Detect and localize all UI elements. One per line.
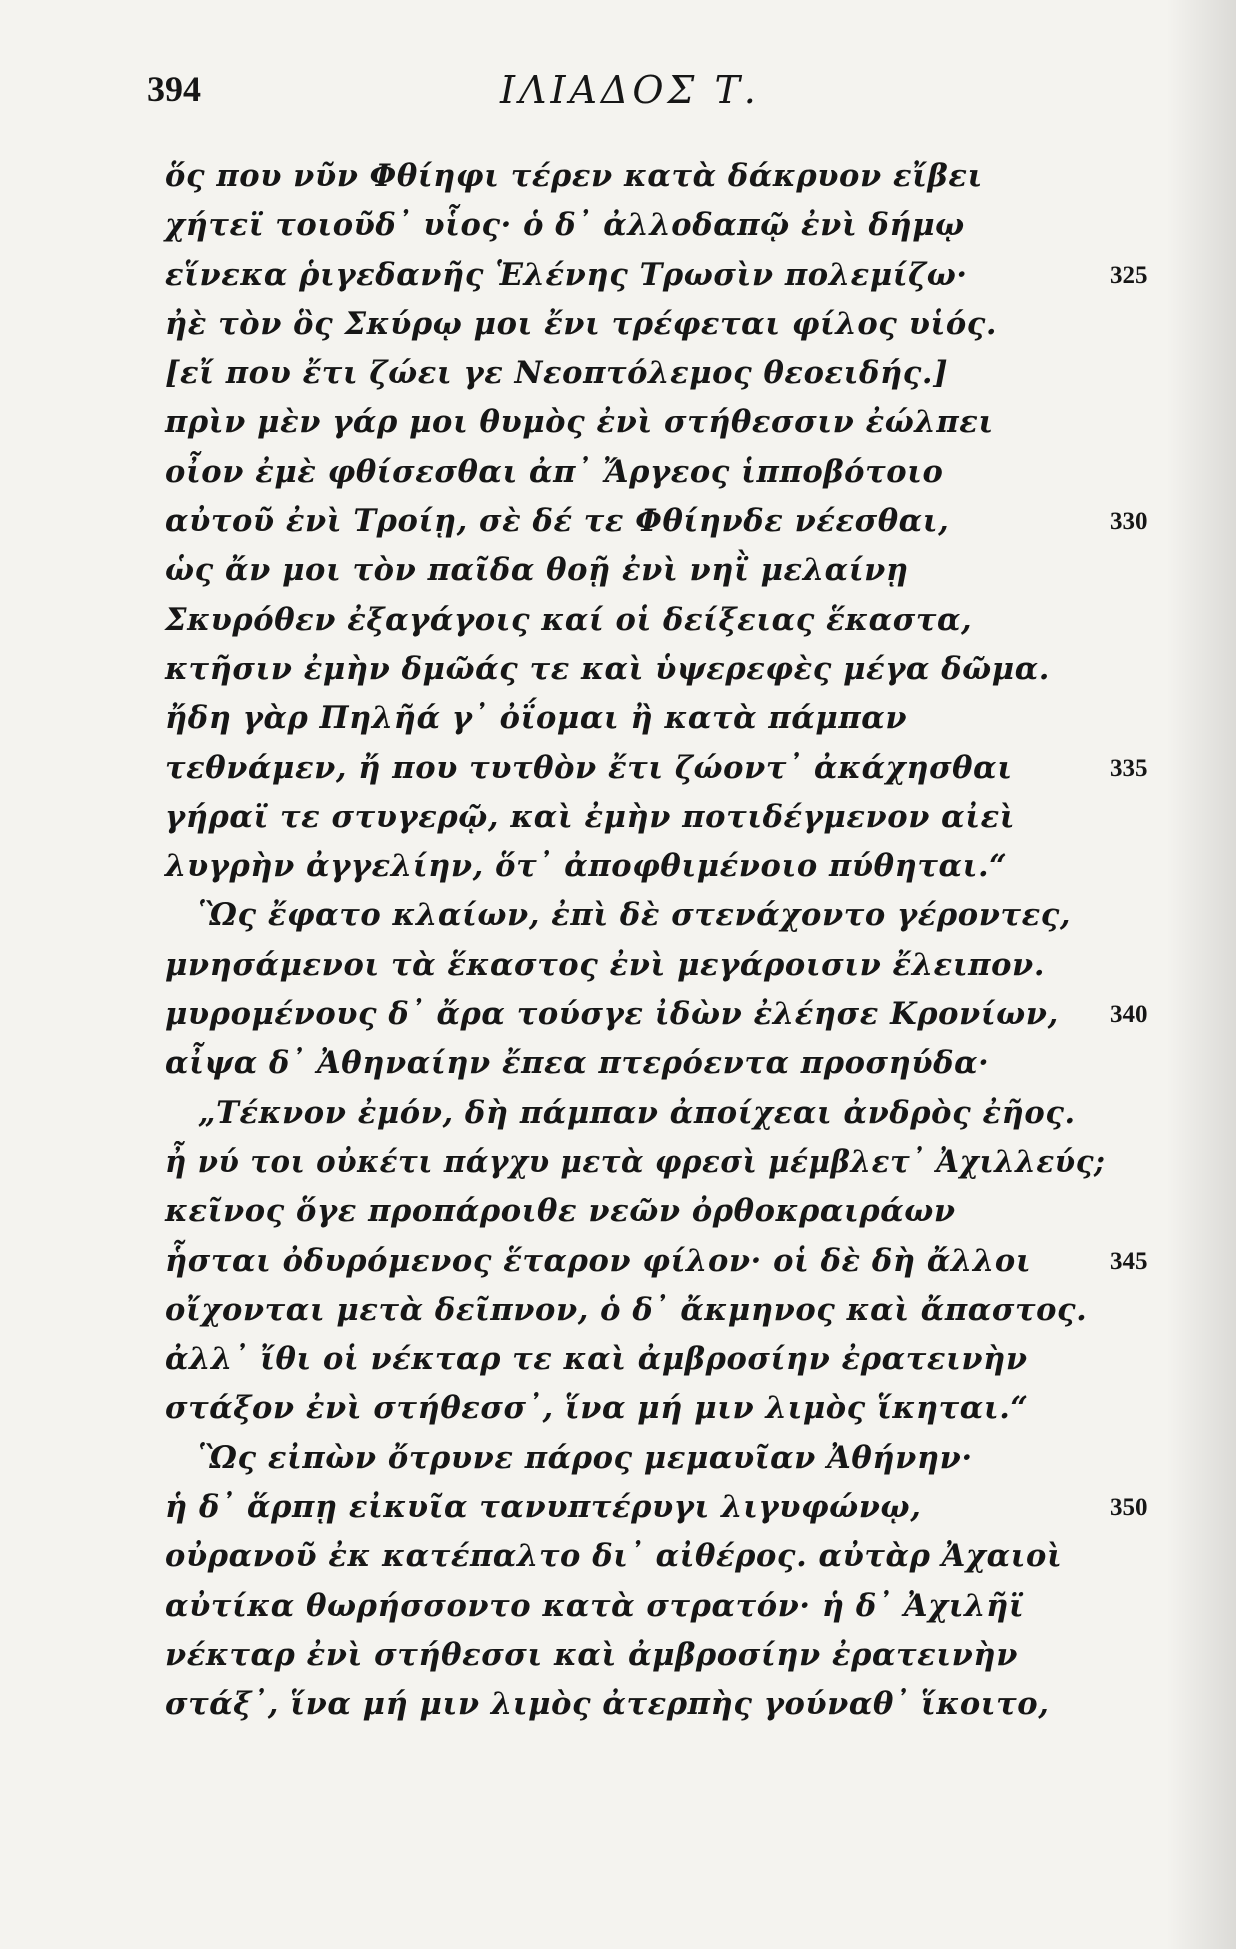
- verse-text: ἦ νύ τοι οὐκέτι πάγχυ μετὰ φρεσὶ μέμβλετ᾽ Ἀχιλλεύς;: [165, 1143, 1106, 1180]
- verse-line: [0, 201, 1236, 250]
- verse-line: [0, 448, 1236, 497]
- verse-text: οἶον ἐμὲ φθίσεσθαι ἀπ᾽ Ἄργεος ἱπποβότοιο: [165, 453, 944, 490]
- verse-text: μνησάμενοι τὰ ἕκαστος ἐνὶ μεγάροισιν ἔλειπον.: [165, 946, 1046, 983]
- verse-text: χήτεϊ τοιοῦδ᾽ υἷος· ὁ δ᾽ ἀλλοδαπῷ ἐνὶ δήμῳ: [165, 207, 965, 244]
- verse-line: [0, 793, 1236, 842]
- verse-text: κεῖνος ὅγε προπάροιθε νεῶν ὀρθοκραιράων: [165, 1193, 956, 1230]
- verse-line: [0, 1286, 1236, 1335]
- verse-text: μυρομένους δ᾽ ἄρα τούσγε ἰδὼν ἐλέησε Κρονίων,: [165, 996, 1059, 1033]
- verse-line: [0, 1631, 1236, 1680]
- verse-text: ὅς που νῦν Φθίηφι τέρεν κατὰ δάκρυον εἴβει: [165, 158, 983, 194]
- verse-line: [0, 1680, 1236, 1729]
- line-number: 330: [1110, 508, 1148, 536]
- verse-text: ἤδη γὰρ Πηλῆά γ᾽ ὀΐομαι ἢ κατὰ πάμπαν: [165, 700, 908, 737]
- verse-text: ἀλλ᾽ ἴθι οἱ νέκταρ τε καὶ ἀμβροσίην ἐρατεινὴν: [165, 1341, 1028, 1378]
- verse-line: [0, 1138, 1236, 1187]
- verse-line: [0, 1483, 1236, 1532]
- verse-text: „Τέκνον ἐμόν, δὴ πάμπαν ἀποίχεαι ἀνδρὸς ἐῆος.: [198, 1094, 1076, 1131]
- verse-line: [0, 596, 1236, 645]
- verse-text: αὐτοῦ ἐνὶ Τροίῃ, σὲ δέ τε Φθίηνδε νέεσθαι,: [165, 503, 950, 540]
- verse-text: Σκυρόθεν ἐξαγάγοις καί οἱ δείξειας ἕκαστα,: [165, 601, 973, 638]
- verse-line: [0, 349, 1236, 398]
- verse-text: Ὣς εἰπὼν ὄτρυνε πάρος μεμαυῖαν Ἀθήνην·: [198, 1439, 973, 1476]
- verse-text: [εἴ που ἔτι ζώει γε Νεοπτόλεμος θεοειδής.]: [165, 355, 949, 392]
- verse-line: [0, 694, 1236, 743]
- verse-text: αὐτίκα θωρήσσοντο κατὰ στρατόν· ἡ δ᾽ Ἀχιλῆϊ: [165, 1587, 1025, 1624]
- verse-line: [0, 941, 1236, 990]
- verse-text: ἠὲ τὸν ὃς Σκύρῳ μοι ἔνι τρέφεται φίλος υἱός.: [165, 305, 998, 342]
- page-number: 394: [147, 69, 201, 109]
- verse-line: [0, 497, 1236, 546]
- verse-line: [0, 891, 1236, 940]
- verse-line: [0, 152, 1236, 201]
- verse-text: γήραϊ τε στυγερῷ, καὶ ἐμὴν ποτιδέγμενον αἰεὶ: [165, 798, 1016, 835]
- verse-line: [0, 1434, 1236, 1483]
- verse-text-block: [0, 152, 1236, 1730]
- running-head: ΙΛΙΑΔΟΣ Τ.: [500, 68, 760, 112]
- verse-text: Ὣς ἔφατο κλαίων, ἐπὶ δὲ στενάχοντο γέροντες,: [198, 897, 1072, 934]
- verse-line: [0, 1532, 1236, 1581]
- line-number: 325: [1110, 261, 1148, 289]
- verse-text: στάξ᾽, ἵνα μή μιν λιμὸς ἀτερπὴς γούναθ᾽ ἵκοιτο,: [165, 1686, 1050, 1723]
- verse-text: ἡ δ᾽ ἅρπῃ εἰκυῖα τανυπτέρυγι λιγυφώνῳ,: [165, 1489, 922, 1526]
- verse-line: [0, 1335, 1236, 1384]
- verse-text: λυγρὴν ἀγγελίην, ὅτ᾽ ἀποφθιμένοιο πύθηται.“: [165, 848, 1008, 885]
- page-header: [0, 68, 1236, 118]
- verse-line: [0, 645, 1236, 694]
- line-number: 350: [1110, 1494, 1148, 1522]
- verse-line: [0, 1582, 1236, 1631]
- verse-line: [0, 744, 1236, 793]
- verse-line: [0, 1384, 1236, 1433]
- verse-line: [0, 1187, 1236, 1236]
- verse-line: [0, 842, 1236, 891]
- verse-line: [0, 300, 1236, 349]
- verse-text: ὡς ἄν μοι τὸν παῖδα θοῇ ἐνὶ νηῒ μελαίνῃ: [165, 552, 909, 589]
- verse-line: [0, 251, 1236, 300]
- verse-line: [0, 1089, 1236, 1138]
- verse-text: αἶψα δ᾽ Ἀθηναίην ἔπεα πτερόεντα προσηύδα·: [165, 1045, 990, 1082]
- line-number: 335: [1110, 754, 1148, 782]
- verse-text: κτῆσιν ἐμὴν δμῶάς τε καὶ ὑψερεφὲς μέγα δῶμα.: [165, 650, 1051, 687]
- verse-text: οὐρανοῦ ἐκ κατέπαλτο δι᾽ αἰθέρος. αὐτὰρ Ἀχαιοὶ: [165, 1538, 1063, 1575]
- line-number: 340: [1110, 1001, 1148, 1029]
- verse-text: εἵνεκα ῥιγεδανῆς Ἑλένης Τρωσὶν πολεμίζω·: [165, 256, 968, 293]
- verse-line: [0, 1039, 1236, 1088]
- verse-text: πρὶν μὲν γάρ μοι θυμὸς ἐνὶ στήθεσσιν ἐώλπει: [165, 404, 994, 441]
- verse-text: νέκταρ ἐνὶ στήθεσσι καὶ ἀμβροσίην ἐρατεινὴν: [165, 1636, 1018, 1673]
- verse-line: [0, 546, 1236, 595]
- verse-text: στάξον ἐνὶ στήθεσσ᾽, ἵνα μή μιν λιμὸς ἵκηται.“: [165, 1390, 1029, 1427]
- verse-line: [0, 398, 1236, 447]
- line-number: 345: [1110, 1247, 1148, 1275]
- verse-text: οἴχονται μετὰ δεῖπνον, ὁ δ᾽ ἄκμηνος καὶ ἄπαστος.: [165, 1291, 1088, 1328]
- verse-text: ἧσται ὀδυρόμενος ἕταρον φίλον· οἱ δὲ δὴ ἄλλοι: [165, 1242, 1032, 1279]
- verse-text: τεθνάμεν, ἤ που τυτθὸν ἔτι ζώοντ᾽ ἀκάχησθαι: [165, 749, 1013, 786]
- verse-line: [0, 990, 1236, 1039]
- verse-line: [0, 1237, 1236, 1286]
